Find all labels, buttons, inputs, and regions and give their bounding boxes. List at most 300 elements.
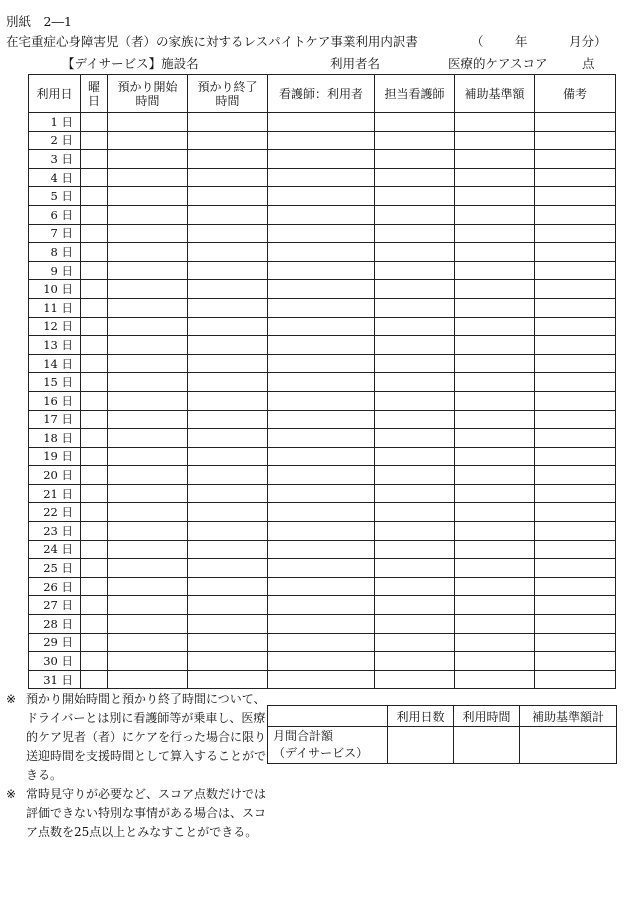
- remarks-cell[interactable]: [535, 596, 616, 615]
- table-row: [29, 150, 616, 169]
- start-time-cell[interactable]: [108, 559, 188, 578]
- remarks-cell[interactable]: [535, 559, 616, 578]
- subsidy-cell[interactable]: [455, 410, 535, 429]
- note-2: ※ 常時見守りが必要など、スコア点数だけでは評価できない特別な事情がある場合は、スコア点数を25点以上とみなすことができる。: [6, 787, 267, 839]
- weekday-cell[interactable]: [81, 522, 108, 541]
- start-time-cell[interactable]: [108, 633, 188, 652]
- day-cell: 17 日: [29, 410, 81, 429]
- nurse-ratio-cell[interactable]: [268, 577, 375, 596]
- end-time-cell[interactable]: [188, 596, 268, 615]
- day-cell: 2 日: [29, 131, 81, 150]
- year-label: 年: [515, 34, 528, 49]
- start-time-cell[interactable]: [108, 391, 188, 410]
- table-row: [29, 559, 616, 578]
- nurse-cell[interactable]: [375, 298, 455, 317]
- nurse-cell[interactable]: [375, 410, 455, 429]
- day-cell: 23 日: [29, 522, 81, 541]
- nurse-ratio-cell[interactable]: [268, 298, 375, 317]
- remarks-cell[interactable]: [535, 354, 616, 373]
- table-row: [29, 503, 616, 522]
- end-time-cell[interactable]: [188, 410, 268, 429]
- nurse-ratio-cell[interactable]: [268, 484, 375, 503]
- summary-header-row: [268, 706, 617, 727]
- remarks-cell[interactable]: [535, 503, 616, 522]
- end-time-cell[interactable]: [188, 429, 268, 448]
- subsidy-cell[interactable]: [455, 522, 535, 541]
- subsidy-cell[interactable]: [455, 391, 535, 410]
- remarks-cell[interactable]: [535, 336, 616, 355]
- month-label: 月分）: [569, 34, 607, 49]
- nurse-ratio-cell[interactable]: [268, 391, 375, 410]
- weekday-cell[interactable]: [81, 131, 108, 150]
- end-time-cell[interactable]: [188, 224, 268, 243]
- day-cell: 9 日: [29, 261, 81, 280]
- end-time-cell[interactable]: [188, 113, 268, 132]
- day-cell: 29 日: [29, 633, 81, 652]
- start-time-cell[interactable]: [108, 652, 188, 671]
- weekday-cell[interactable]: [81, 596, 108, 615]
- end-time-cell[interactable]: [188, 577, 268, 596]
- weekday-cell[interactable]: [81, 503, 108, 522]
- nurse-ratio-cell[interactable]: [268, 131, 375, 150]
- col-end-time: 預かり終了 時間: [188, 75, 268, 113]
- end-time-cell[interactable]: [188, 559, 268, 578]
- remarks-cell[interactable]: [535, 261, 616, 280]
- nurse-ratio-cell[interactable]: [268, 503, 375, 522]
- end-time-cell[interactable]: [188, 373, 268, 392]
- table-row: [29, 168, 616, 187]
- nurse-ratio-cell[interactable]: [268, 354, 375, 373]
- table-row: [29, 615, 616, 634]
- weekday-cell[interactable]: [81, 540, 108, 559]
- weekday-cell[interactable]: [81, 113, 108, 132]
- day-cell: 8 日: [29, 243, 81, 262]
- col-start-time: 預かり開始 時間: [108, 75, 188, 113]
- subsidy-cell[interactable]: [455, 466, 535, 485]
- nurse-cell[interactable]: [375, 596, 455, 615]
- day-cell: 25 日: [29, 559, 81, 578]
- weekday-cell[interactable]: [81, 243, 108, 262]
- nurse-cell[interactable]: [375, 633, 455, 652]
- nurse-cell[interactable]: [375, 670, 455, 689]
- subsidy-cell[interactable]: [455, 317, 535, 336]
- end-time-cell[interactable]: [188, 317, 268, 336]
- nurse-ratio-cell[interactable]: [268, 150, 375, 169]
- subsidy-cell[interactable]: [455, 261, 535, 280]
- start-time-cell[interactable]: [108, 615, 188, 634]
- subsidy-cell[interactable]: [455, 503, 535, 522]
- subsidy-cell[interactable]: [455, 336, 535, 355]
- nurse-cell[interactable]: [375, 522, 455, 541]
- start-time-cell[interactable]: [108, 224, 188, 243]
- nurse-ratio-cell[interactable]: [268, 429, 375, 448]
- end-time-cell[interactable]: [188, 466, 268, 485]
- nurse-ratio-cell[interactable]: [268, 280, 375, 299]
- start-time-cell[interactable]: [108, 522, 188, 541]
- table-row: [29, 354, 616, 373]
- end-time-cell[interactable]: [188, 243, 268, 262]
- day-cell: 30 日: [29, 652, 81, 671]
- weekday-cell[interactable]: [81, 615, 108, 634]
- remarks-cell[interactable]: [535, 243, 616, 262]
- start-time-cell[interactable]: [108, 354, 188, 373]
- nurse-ratio-cell[interactable]: [268, 336, 375, 355]
- weekday-cell[interactable]: [81, 447, 108, 466]
- col-nurse-ratio: 看護師：利用者: [268, 75, 375, 113]
- subsidy-cell[interactable]: [455, 577, 535, 596]
- end-time-cell[interactable]: [188, 391, 268, 410]
- summary-days-value[interactable]: [388, 727, 454, 764]
- col-date: 利用日: [29, 75, 81, 113]
- nurse-ratio-cell[interactable]: [268, 168, 375, 187]
- table-row: [29, 280, 616, 299]
- nurse-ratio-cell[interactable]: [268, 540, 375, 559]
- nurse-cell[interactable]: [375, 113, 455, 132]
- day-cell: 6 日: [29, 205, 81, 224]
- subsidy-cell[interactable]: [455, 243, 535, 262]
- nurse-cell[interactable]: [375, 466, 455, 485]
- subsidy-cell[interactable]: [455, 615, 535, 634]
- table-header-row: [29, 75, 616, 113]
- weekday-cell[interactable]: [81, 652, 108, 671]
- day-cell: 16 日: [29, 391, 81, 410]
- nurse-ratio-cell[interactable]: [268, 596, 375, 615]
- end-time-cell[interactable]: [188, 670, 268, 689]
- nurse-cell[interactable]: [375, 577, 455, 596]
- end-time-cell[interactable]: [188, 205, 268, 224]
- subsidy-cell[interactable]: [455, 113, 535, 132]
- day-cell: 11 日: [29, 298, 81, 317]
- table-row: [29, 484, 616, 503]
- subsidy-cell[interactable]: [455, 205, 535, 224]
- day-cell: 26 日: [29, 577, 81, 596]
- table-row: [29, 577, 616, 596]
- day-cell: 7 日: [29, 224, 81, 243]
- subsidy-cell[interactable]: [455, 354, 535, 373]
- facility-label: 【デイサービス】施設名: [62, 56, 199, 71]
- subsidy-cell[interactable]: [455, 373, 535, 392]
- remarks-cell[interactable]: [535, 224, 616, 243]
- day-cell: 28 日: [29, 615, 81, 634]
- day-cell: 14 日: [29, 354, 81, 373]
- subsidy-cell[interactable]: [455, 168, 535, 187]
- nurse-ratio-cell[interactable]: [268, 615, 375, 634]
- day-cell: 24 日: [29, 540, 81, 559]
- day-cell: 4 日: [29, 168, 81, 187]
- nurse-cell[interactable]: [375, 317, 455, 336]
- start-time-cell[interactable]: [108, 447, 188, 466]
- subsidy-cell[interactable]: [455, 187, 535, 206]
- remarks-cell[interactable]: [535, 373, 616, 392]
- table-row: [29, 205, 616, 224]
- end-time-cell[interactable]: [188, 447, 268, 466]
- weekday-cell[interactable]: [81, 391, 108, 410]
- nurse-ratio-cell[interactable]: [268, 559, 375, 578]
- remarks-cell[interactable]: [535, 317, 616, 336]
- start-time-cell[interactable]: [108, 243, 188, 262]
- weekday-cell[interactable]: [81, 336, 108, 355]
- table-row: [29, 336, 616, 355]
- table-row: [29, 633, 616, 652]
- nurse-cell[interactable]: [375, 205, 455, 224]
- remarks-cell[interactable]: [535, 466, 616, 485]
- remarks-cell[interactable]: [535, 577, 616, 596]
- user-label: 利用者名: [330, 56, 381, 71]
- end-time-cell[interactable]: [188, 540, 268, 559]
- table-row: [29, 540, 616, 559]
- summary-total-value[interactable]: [520, 727, 617, 764]
- remarks-cell[interactable]: [535, 670, 616, 689]
- weekday-cell[interactable]: [81, 187, 108, 206]
- remarks-cell[interactable]: [535, 410, 616, 429]
- subsidy-cell[interactable]: [455, 633, 535, 652]
- start-time-cell[interactable]: [108, 373, 188, 392]
- end-time-cell[interactable]: [188, 131, 268, 150]
- form-number: 別紙 2―1: [6, 14, 72, 29]
- nurse-cell[interactable]: [375, 484, 455, 503]
- end-time-cell[interactable]: [188, 354, 268, 373]
- table-row: [29, 596, 616, 615]
- nurse-cell[interactable]: [375, 354, 455, 373]
- period-open-paren: （: [471, 34, 484, 49]
- start-time-cell[interactable]: [108, 298, 188, 317]
- remarks-cell[interactable]: [535, 633, 616, 652]
- nurse-cell[interactable]: [375, 559, 455, 578]
- end-time-cell[interactable]: [188, 633, 268, 652]
- nurse-ratio-cell[interactable]: [268, 187, 375, 206]
- end-time-cell[interactable]: [188, 298, 268, 317]
- end-time-cell[interactable]: [188, 150, 268, 169]
- end-time-cell[interactable]: [188, 280, 268, 299]
- nurse-ratio-cell[interactable]: [268, 466, 375, 485]
- table-row: [29, 447, 616, 466]
- day-cell: 31 日: [29, 670, 81, 689]
- table-row: [29, 243, 616, 262]
- weekday-cell[interactable]: [81, 466, 108, 485]
- score-label: 医療的ケアスコア: [448, 56, 548, 71]
- start-time-cell[interactable]: [108, 410, 188, 429]
- remarks-cell[interactable]: [535, 429, 616, 448]
- start-time-cell[interactable]: [108, 131, 188, 150]
- table-row: [29, 652, 616, 671]
- end-time-cell[interactable]: [188, 168, 268, 187]
- day-cell: 10 日: [29, 280, 81, 299]
- end-time-cell[interactable]: [188, 503, 268, 522]
- note-1: ※ 預かり開始時間と預かり終了時間について、ドライバーとは別に看護師等が乗車し、医療的ケア児者（者）にケアを行った場合に限り送迎時間を支援時間として算入することができる。: [6, 692, 267, 782]
- nurse-ratio-cell[interactable]: [268, 224, 375, 243]
- start-time-cell[interactable]: [108, 113, 188, 132]
- weekday-cell[interactable]: [81, 670, 108, 689]
- start-time-cell[interactable]: [108, 503, 188, 522]
- nurse-ratio-cell[interactable]: [268, 205, 375, 224]
- remarks-cell[interactable]: [535, 150, 616, 169]
- start-time-cell[interactable]: [108, 670, 188, 689]
- summary-total: 補助基準額計: [520, 706, 617, 727]
- summary-corner: [268, 706, 388, 727]
- nurse-cell[interactable]: [375, 540, 455, 559]
- subsidy-cell[interactable]: [455, 298, 535, 317]
- start-time-cell[interactable]: [108, 577, 188, 596]
- summary-row-label: 月間合計額 （デイサービス）: [268, 727, 388, 764]
- end-time-cell[interactable]: [188, 484, 268, 503]
- table-row: [29, 391, 616, 410]
- subsidy-cell[interactable]: [455, 131, 535, 150]
- weekday-cell[interactable]: [81, 298, 108, 317]
- remarks-cell[interactable]: [535, 540, 616, 559]
- weekday-cell[interactable]: [81, 354, 108, 373]
- table-row: [29, 298, 616, 317]
- day-cell: 19 日: [29, 447, 81, 466]
- weekday-cell[interactable]: [81, 280, 108, 299]
- weekday-cell[interactable]: [81, 484, 108, 503]
- end-time-cell[interactable]: [188, 615, 268, 634]
- nurse-cell[interactable]: [375, 391, 455, 410]
- subsidy-cell[interactable]: [455, 429, 535, 448]
- start-time-cell[interactable]: [108, 336, 188, 355]
- nurse-ratio-cell[interactable]: [268, 373, 375, 392]
- weekday-cell[interactable]: [81, 168, 108, 187]
- nurse-ratio-cell[interactable]: [268, 670, 375, 689]
- nurse-cell[interactable]: [375, 280, 455, 299]
- subsidy-cell[interactable]: [455, 150, 535, 169]
- weekday-cell[interactable]: [81, 150, 108, 169]
- form-title: 在宅重症心身障害児（者）の家族に対するレスパイトケア事業利用内訳書: [6, 34, 418, 49]
- nurse-cell[interactable]: [375, 447, 455, 466]
- start-time-cell[interactable]: [108, 317, 188, 336]
- nurse-cell[interactable]: [375, 224, 455, 243]
- remarks-cell[interactable]: [535, 298, 616, 317]
- nurse-ratio-cell[interactable]: [268, 113, 375, 132]
- start-time-cell[interactable]: [108, 540, 188, 559]
- remarks-cell[interactable]: [535, 484, 616, 503]
- weekday-cell[interactable]: [81, 429, 108, 448]
- nurse-ratio-cell[interactable]: [268, 447, 375, 466]
- col-remarks: 備考: [535, 75, 616, 113]
- start-time-cell[interactable]: [108, 484, 188, 503]
- weekday-cell[interactable]: [81, 224, 108, 243]
- nurse-ratio-cell[interactable]: [268, 243, 375, 262]
- day-cell: 13 日: [29, 336, 81, 355]
- weekday-cell[interactable]: [81, 205, 108, 224]
- subsidy-cell[interactable]: [455, 670, 535, 689]
- nurse-cell[interactable]: [375, 373, 455, 392]
- nurse-cell[interactable]: [375, 243, 455, 262]
- table-row: [29, 187, 616, 206]
- start-time-cell[interactable]: [108, 187, 188, 206]
- table-row: [29, 670, 616, 689]
- nurse-cell[interactable]: [375, 187, 455, 206]
- nurse-cell[interactable]: [375, 261, 455, 280]
- day-cell: 20 日: [29, 466, 81, 485]
- start-time-cell[interactable]: [108, 205, 188, 224]
- weekday-cell[interactable]: [81, 633, 108, 652]
- end-time-cell[interactable]: [188, 522, 268, 541]
- weekday-cell[interactable]: [81, 261, 108, 280]
- subsidy-cell[interactable]: [455, 224, 535, 243]
- weekday-cell[interactable]: [81, 577, 108, 596]
- nurse-cell[interactable]: [375, 168, 455, 187]
- table-row: [29, 261, 616, 280]
- subsidy-cell[interactable]: [455, 559, 535, 578]
- nurse-ratio-cell[interactable]: [268, 633, 375, 652]
- usage-table: [28, 74, 616, 689]
- remarks-cell[interactable]: [535, 168, 616, 187]
- table-row: [29, 131, 616, 150]
- start-time-cell[interactable]: [108, 168, 188, 187]
- summary-hours: 利用時間: [454, 706, 520, 727]
- remarks-cell[interactable]: [535, 615, 616, 634]
- remarks-cell[interactable]: [535, 447, 616, 466]
- nurse-cell[interactable]: [375, 131, 455, 150]
- points-label: 点: [582, 56, 595, 71]
- nurse-cell[interactable]: [375, 503, 455, 522]
- nurse-ratio-cell[interactable]: [268, 522, 375, 541]
- subsidy-cell[interactable]: [455, 596, 535, 615]
- day-cell: 21 日: [29, 484, 81, 503]
- start-time-cell[interactable]: [108, 596, 188, 615]
- table-row: [29, 373, 616, 392]
- nurse-ratio-cell[interactable]: [268, 652, 375, 671]
- nurse-cell[interactable]: [375, 336, 455, 355]
- remarks-cell[interactable]: [535, 391, 616, 410]
- end-time-cell[interactable]: [188, 261, 268, 280]
- col-nurse: 担当看護師: [375, 75, 455, 113]
- nurse-cell[interactable]: [375, 615, 455, 634]
- notes: [6, 690, 266, 842]
- start-time-cell[interactable]: [108, 261, 188, 280]
- start-time-cell[interactable]: [108, 150, 188, 169]
- start-time-cell[interactable]: [108, 280, 188, 299]
- nurse-ratio-cell[interactable]: [268, 410, 375, 429]
- remarks-cell[interactable]: [535, 205, 616, 224]
- remarks-cell[interactable]: [535, 280, 616, 299]
- table-row: [29, 410, 616, 429]
- weekday-cell[interactable]: [81, 410, 108, 429]
- day-cell: 1 日: [29, 113, 81, 132]
- col-weekday: 曜 日: [81, 75, 108, 113]
- nurse-cell[interactable]: [375, 429, 455, 448]
- table-row: [29, 317, 616, 336]
- remarks-cell[interactable]: [535, 187, 616, 206]
- weekday-cell[interactable]: [81, 317, 108, 336]
- remarks-cell[interactable]: [535, 652, 616, 671]
- weekday-cell[interactable]: [81, 373, 108, 392]
- col-subsidy: 補助基準額: [455, 75, 535, 113]
- remarks-cell[interactable]: [535, 113, 616, 132]
- end-time-cell[interactable]: [188, 187, 268, 206]
- nurse-ratio-cell[interactable]: [268, 261, 375, 280]
- start-time-cell[interactable]: [108, 429, 188, 448]
- subsidy-cell[interactable]: [455, 280, 535, 299]
- start-time-cell[interactable]: [108, 466, 188, 485]
- nurse-cell[interactable]: [375, 150, 455, 169]
- form-title-line: [6, 34, 630, 50]
- end-time-cell[interactable]: [188, 336, 268, 355]
- subsidy-cell[interactable]: [455, 447, 535, 466]
- subsidy-cell[interactable]: [455, 652, 535, 671]
- nurse-ratio-cell[interactable]: [268, 317, 375, 336]
- remarks-cell[interactable]: [535, 131, 616, 150]
- subsidy-cell[interactable]: [455, 484, 535, 503]
- nurse-cell[interactable]: [375, 652, 455, 671]
- table-row: [29, 429, 616, 448]
- weekday-cell[interactable]: [81, 559, 108, 578]
- table-row: [29, 466, 616, 485]
- remarks-cell[interactable]: [535, 522, 616, 541]
- summary-hours-value[interactable]: [454, 727, 520, 764]
- end-time-cell[interactable]: [188, 652, 268, 671]
- subsidy-cell[interactable]: [455, 540, 535, 559]
